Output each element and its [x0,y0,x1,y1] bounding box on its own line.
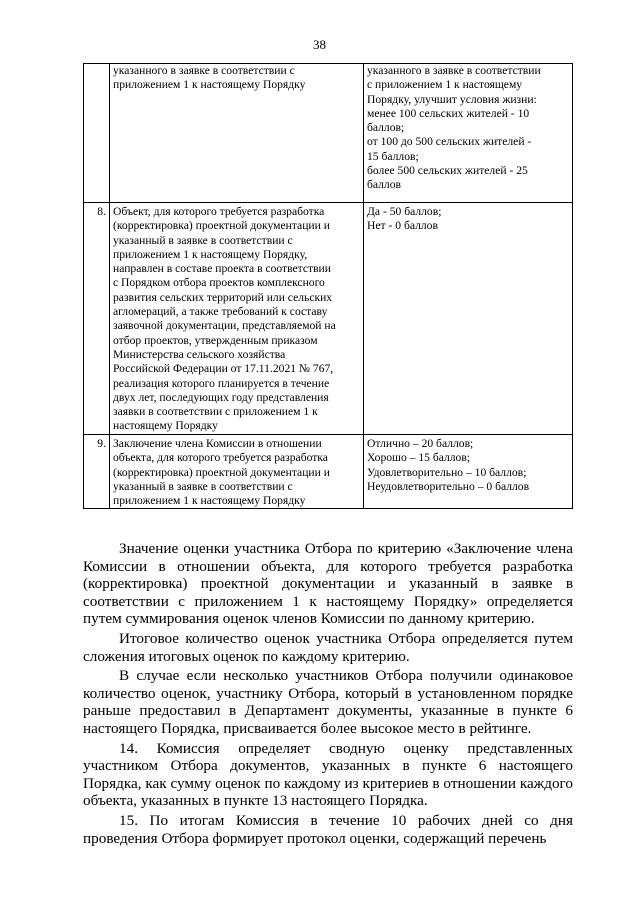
criterion-line: указанный в заявке в соответствии с [113,233,293,247]
paragraph: Итоговое количество оценок участника Отбора определяется путем сложения итоговых оценок по каждому критерию. [83,629,573,665]
criterion-cell [110,203,364,435]
criterion-line: развития сельских территорий или сельских [113,290,333,304]
criterion-cell [110,435,364,509]
criterion-line: Министерства сельского хозяйства [113,347,286,361]
criterion-line: заявочной документации, представляемой на [113,319,336,333]
score-line: 15 баллов; [367,149,419,163]
paragraph: В случае если несколько участников Отбора получили одинаковое количество оценок, участнику Отбора, который в установленном порядке раньше предоставил в Департамент документы, указанные в пункте 6 настоящего Порядка, присваивается более высокое место в рейтинге. [83,667,573,737]
score-line: Нет - 0 баллов [367,219,438,233]
score-line: Да - 50 баллов; [367,205,442,218]
criterion-line: Заключение члена Комиссии в отношении [113,437,322,450]
criterion-line: объекта, для которого требуется разработка [113,451,328,465]
score-line: более 500 сельских жителей - 25 [367,164,528,178]
table-row [84,64,573,203]
row-number [84,64,110,203]
score-line: с приложением 1 к настоящему [367,78,523,92]
criterion-line: указанный в заявке в соответствии с [113,479,293,493]
score-cell [364,203,573,435]
score-line: Удовлетворительно – 10 баллов; [367,465,527,479]
criterion-line: приложением 1 к настоящему Порядку [113,494,306,508]
table-row [84,435,573,509]
criterion-line: (корректировка) проектной документации и [113,219,330,233]
criterion-line: приложением 1 к настоящему Порядку, [113,247,308,261]
criterion-line: Объект, для которого требуется разработка [113,205,325,218]
page-number: 38 [313,37,326,52]
criterion-line: приложением 1 к настоящему Порядку [113,78,306,92]
paragraph: 14. Комиссия определяет сводную оценку представленных участником Отбора документов, указанных в пункте 6 настоящего Порядка, как сумму оценок по каждому из критериев в отношении каждого объекта, указанных в пункте 13 настоящего Порядка. [83,739,573,810]
score-cell [364,64,573,203]
score-line: Неудовлетворительно – 0 баллов [367,479,530,493]
criterion-line: отбор проектов, утвержденным приказом [113,333,318,347]
criterion-line: направлен в составе проекта в соответствии [113,262,331,276]
criterion-line: настоящему Порядку [113,419,218,433]
score-line: менее 100 сельских жителей - 10 [367,106,530,120]
paragraph: Значение оценки участника Отбора по критерию «Заключение члена Комиссии в отношении объекта, для которого требуется разработка (корректировка) проектной документации и указанный в заявке в соответствии с приложением 1 к настоящему Порядку» определяется путем суммирования оценок членов Комиссии по данному критерию. [83,540,573,628]
score-line: баллов [367,178,401,192]
score-line: указанного в заявке в соответствии [367,64,541,77]
criterion-line: с Порядком отбора проектов комплексного [113,276,325,290]
score-line: Отлично – 20 баллов; [367,437,474,450]
criterion-line: агломераций, а также требований к составу [113,305,328,319]
criterion-line: Российской Федерации от 17.11.2021 № 767, [113,362,334,376]
paragraph: 15. По итогам Комиссия в течение 10 рабочих дней со дня проведения Отбора формирует протокол оценки, содержащий перечень [83,811,573,847]
criteria-table [83,63,573,509]
criterion-line: заявки в соответствии с приложением 1 к [113,405,318,419]
table-row [84,203,573,435]
criterion-line: реализация которого планируется в течение [113,376,330,390]
score-cell [364,435,573,509]
body-text [83,540,573,847]
score-line: от 100 до 500 сельских жителей - [367,135,532,149]
score-line: баллов; [367,121,405,135]
score-line: Порядку, улучшит условия жизни: [367,92,537,106]
row-number: 8. [84,203,110,435]
criterion-cell [110,64,364,203]
score-line: Хорошо – 15 баллов; [367,451,471,465]
criterion-line: двух лет, последующих году представления [113,390,329,404]
row-number: 9. [84,435,110,509]
criterion-line: (корректировка) проектной документации и [113,465,330,479]
criterion-line: указанного в заявке в соответствии с [113,64,295,77]
